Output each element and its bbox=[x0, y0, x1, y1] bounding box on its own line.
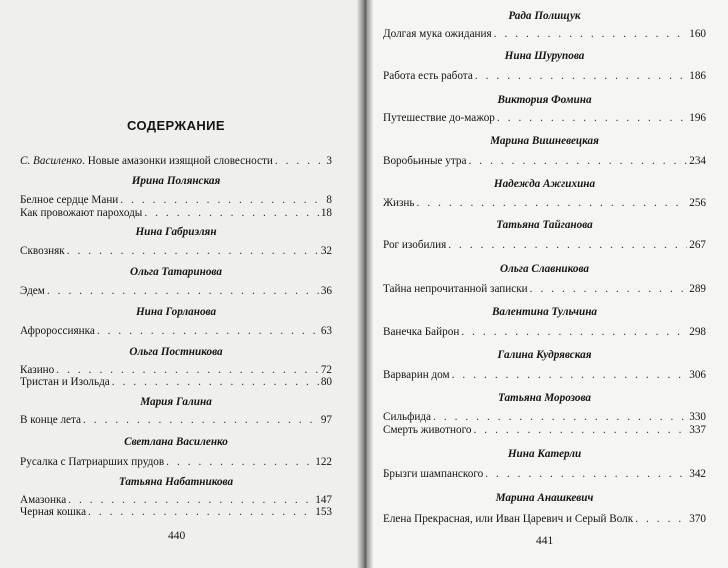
toc-entry bbox=[20, 376, 332, 389]
dot-leader bbox=[468, 155, 687, 168]
toc-entry bbox=[383, 369, 706, 382]
toc-title: Афророссиянка bbox=[20, 325, 95, 337]
toc-entry bbox=[383, 70, 706, 83]
toc-entry bbox=[383, 28, 706, 41]
dot-leader bbox=[166, 456, 313, 469]
dot-leader bbox=[485, 468, 687, 481]
toc-entry bbox=[383, 468, 706, 481]
toc-entry bbox=[20, 194, 332, 207]
author-heading: Татьяна Набатникова bbox=[118, 476, 234, 488]
toc-page-number: 160 bbox=[689, 28, 706, 40]
toc-title: Белное сердце Мани bbox=[20, 194, 119, 206]
page-number-left: 440 bbox=[168, 530, 186, 542]
toc-page-number: 32 bbox=[320, 245, 332, 257]
dot-leader bbox=[475, 70, 687, 83]
toc-page-number: 342 bbox=[689, 468, 706, 480]
toc-page-number: 337 bbox=[689, 424, 706, 436]
toc-title: Брызги шампанского bbox=[383, 468, 484, 480]
toc-page-number: 147 bbox=[315, 494, 332, 506]
toc-title: Казино bbox=[20, 364, 55, 376]
toc-page-number: 18 bbox=[320, 207, 332, 219]
author-heading: Ольга Славникова bbox=[499, 263, 590, 275]
dot-leader bbox=[120, 194, 324, 207]
toc-page-number: 8 bbox=[326, 194, 332, 206]
dot-leader bbox=[448, 239, 687, 252]
dot-leader bbox=[417, 197, 688, 210]
toc-entry bbox=[20, 207, 332, 220]
dot-leader bbox=[275, 155, 325, 168]
toc-page-number: 80 bbox=[320, 376, 332, 388]
toc-page-number: 122 bbox=[315, 456, 332, 468]
toc-entry bbox=[383, 197, 706, 210]
contents-heading: СОДЕРЖАНИЕ bbox=[127, 118, 225, 133]
toc-entry bbox=[383, 424, 706, 437]
toc-entry bbox=[383, 513, 706, 526]
author-heading: Рада Полищук bbox=[508, 10, 581, 22]
toc-entry bbox=[20, 285, 332, 298]
dot-leader bbox=[452, 369, 688, 382]
author-heading: Татьяна Тайганова bbox=[496, 219, 593, 231]
dot-leader bbox=[67, 245, 319, 258]
toc-page-number: 153 bbox=[315, 506, 332, 518]
dot-leader bbox=[112, 376, 319, 389]
author-heading: Ольга Татаринова bbox=[130, 266, 222, 278]
toc-page-number: 267 bbox=[689, 239, 706, 251]
author-heading: Татьяна Морозова bbox=[498, 392, 591, 404]
toc-title: Ванечка Байрон bbox=[383, 326, 460, 338]
toc-page-number: 186 bbox=[689, 70, 706, 82]
page-number-right: 441 bbox=[536, 535, 554, 547]
toc-entry bbox=[383, 411, 706, 424]
toc-title: Путешествие до-мажор bbox=[383, 112, 495, 124]
toc-entry bbox=[383, 283, 706, 296]
dot-leader bbox=[88, 506, 313, 519]
toc-title: Варварин дом bbox=[383, 369, 450, 381]
toc-entry bbox=[383, 326, 706, 339]
toc-page-number: 234 bbox=[689, 155, 706, 167]
author-heading: Галина Кудрявская bbox=[497, 349, 592, 361]
author-heading: Ольга Постникова bbox=[129, 346, 223, 358]
author-heading: Нина Катерли bbox=[507, 448, 582, 460]
toc-entry bbox=[383, 112, 706, 125]
right-page bbox=[367, 0, 728, 568]
toc-entry bbox=[20, 325, 332, 338]
toc-page-number: 72 bbox=[320, 364, 332, 376]
author-heading: Надежда Ажгихина bbox=[493, 178, 596, 190]
toc-title: Воробьиные утра bbox=[383, 155, 467, 167]
dot-leader bbox=[530, 283, 688, 296]
author-heading: Мария Галина bbox=[140, 396, 212, 408]
intro-title: . Новые амазонки изящной словесности bbox=[82, 155, 273, 167]
dot-leader bbox=[144, 207, 319, 220]
author-heading: Виктория Фомина bbox=[497, 94, 592, 106]
toc-page-number: 63 bbox=[320, 325, 332, 337]
toc-title: Черная кошка bbox=[20, 506, 87, 518]
toc-page-number: 306 bbox=[689, 369, 706, 381]
toc-entry-intro bbox=[20, 155, 332, 168]
toc-title: Долгая мука ожидания bbox=[383, 28, 492, 40]
intro-author: С. Василенко bbox=[20, 155, 83, 167]
toc-entry bbox=[383, 155, 706, 168]
toc-title: Смерть животного bbox=[383, 424, 472, 436]
toc-title: Рог изобилия bbox=[383, 239, 447, 251]
toc-entry bbox=[20, 506, 332, 519]
dot-leader bbox=[461, 326, 687, 339]
toc-entry bbox=[20, 414, 332, 427]
toc-title: Тристан и Изольда bbox=[20, 376, 110, 388]
toc-page-number: 256 bbox=[689, 197, 706, 209]
toc-entry bbox=[20, 245, 332, 258]
toc-page-number: 97 bbox=[320, 414, 332, 426]
toc-title: Жизнь bbox=[383, 197, 415, 209]
author-heading: Светлана Василенко bbox=[124, 436, 228, 448]
author-heading: Ирина Полянская bbox=[131, 175, 221, 187]
toc-title: Эдем bbox=[20, 285, 45, 297]
toc-title: В конце лета bbox=[20, 414, 81, 426]
toc-page-number: 289 bbox=[689, 283, 706, 295]
dot-leader bbox=[47, 285, 319, 298]
toc-page-number: 3 bbox=[326, 155, 332, 167]
toc-page-number: 370 bbox=[689, 513, 706, 525]
toc-page-number: 298 bbox=[689, 326, 706, 338]
author-heading: Нина Габриэлян bbox=[135, 226, 217, 238]
dot-leader bbox=[97, 325, 319, 338]
author-heading: Марина Анашкевич bbox=[495, 492, 594, 504]
author-heading: Марина Вишневецкая bbox=[490, 135, 599, 147]
author-heading: Нина Шурупова bbox=[504, 50, 585, 62]
toc-page-number: 330 bbox=[689, 411, 706, 423]
toc-title: Как провожают пароходы bbox=[20, 207, 143, 219]
toc-title: Сильфида bbox=[383, 411, 432, 423]
dot-leader bbox=[473, 424, 687, 437]
author-heading: Нина Горланова bbox=[135, 306, 217, 318]
left-page bbox=[0, 0, 363, 568]
toc-entry bbox=[20, 456, 332, 469]
toc-page-number: 36 bbox=[320, 285, 332, 297]
author-heading: Валентина Тульчина bbox=[491, 306, 598, 318]
toc-page-number: 196 bbox=[689, 112, 706, 124]
toc-title: Сквозняк bbox=[20, 245, 65, 257]
toc-title: Елена Прекрасная, или Иван Царевич и Серый Волк bbox=[383, 513, 634, 525]
toc-title: Работа есть работа bbox=[383, 70, 473, 82]
toc-title: Русалка с Патриарших прудов bbox=[20, 456, 165, 468]
dot-leader bbox=[433, 411, 687, 424]
dot-leader bbox=[635, 513, 687, 526]
toc-title: Тайна непрочитанной записки bbox=[383, 283, 528, 295]
dot-leader bbox=[497, 112, 687, 125]
toc-entry bbox=[383, 239, 706, 252]
dot-leader bbox=[494, 28, 688, 41]
book-gutter bbox=[357, 0, 373, 568]
dot-leader bbox=[83, 414, 319, 427]
toc-title: Амазонка bbox=[20, 494, 67, 506]
